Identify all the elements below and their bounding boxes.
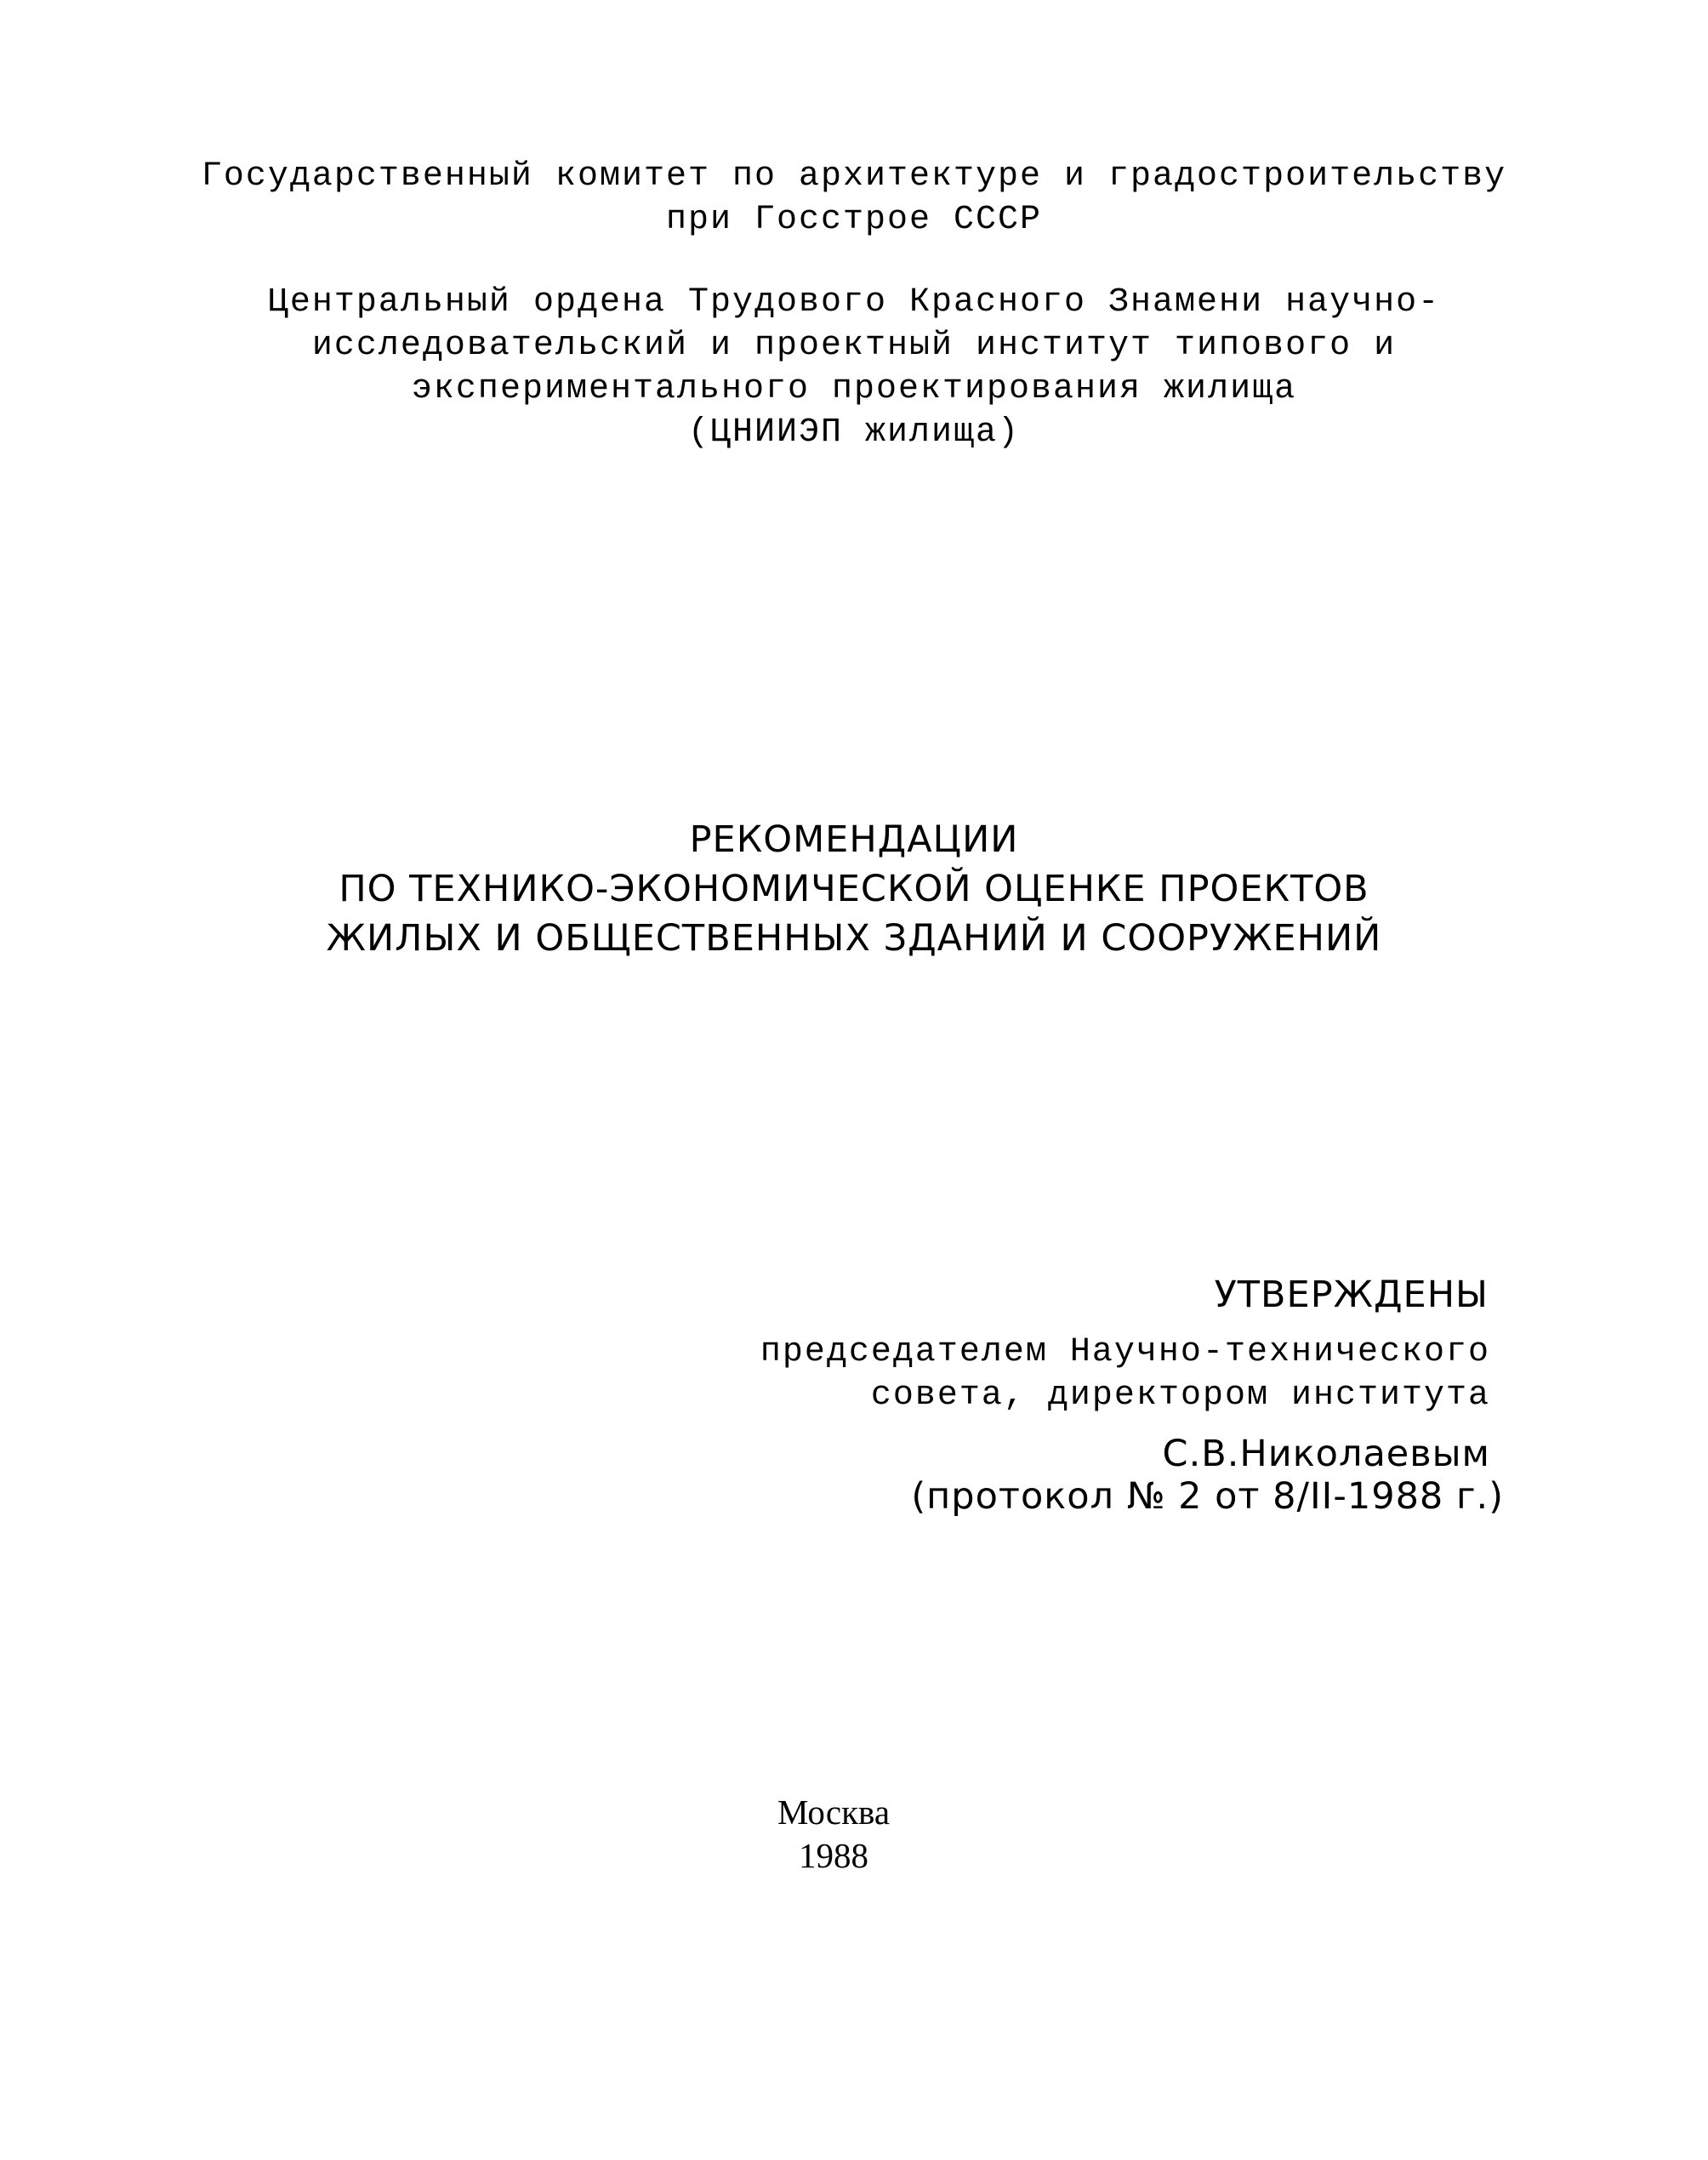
protocol-reference: (протокол № 2 от 8/II-1988 г.) <box>911 1475 1504 1518</box>
title-line-1: РЕКОМЕНДАЦИИ <box>689 818 1019 861</box>
institute-abbreviation: (ЦНИИЭП жилища) <box>687 413 1021 452</box>
committee-affiliation: при Госстрое СССР <box>665 201 1043 239</box>
institute-line-3: экспериментального проектирования жилища <box>411 370 1297 408</box>
approval-heading: УТВЕРЖДЕНЫ <box>1214 1274 1489 1316</box>
committee-name: Государственный комитет по архитектуре и градостроительству <box>201 157 1507 196</box>
committee-header <box>0 155 1708 242</box>
approver-name: С.В.Николаевым <box>1162 1433 1490 1475</box>
title-line-3: ЖИЛЫХ И ОБЩЕСТВЕННЫХ ЗДАНИЙ И СООРУЖЕНИЙ <box>326 917 1382 960</box>
institute-line-1: Центральный ордена Трудового Красного Знамени научно- <box>267 283 1441 322</box>
title-line-2: ПО ТЕХНИКО-ЭКОНОМИЧЕСКОЙ ОЦЕНКЕ ПРОЕКТОВ <box>339 868 1369 910</box>
institute-header <box>0 281 1708 454</box>
institute-line-2: исследовательский и проектный институт типового и <box>311 327 1397 365</box>
imprint <box>0 1791 1667 1878</box>
approval-by <box>760 1331 1490 1417</box>
approval-by-line-1: председателем Научно-технического <box>760 1333 1490 1371</box>
imprint-city: Москва <box>777 1792 891 1832</box>
imprint-year: 1988 <box>799 1836 868 1875</box>
document-title <box>0 815 1708 963</box>
approval-by-line-2: совета, директором института <box>870 1376 1490 1415</box>
